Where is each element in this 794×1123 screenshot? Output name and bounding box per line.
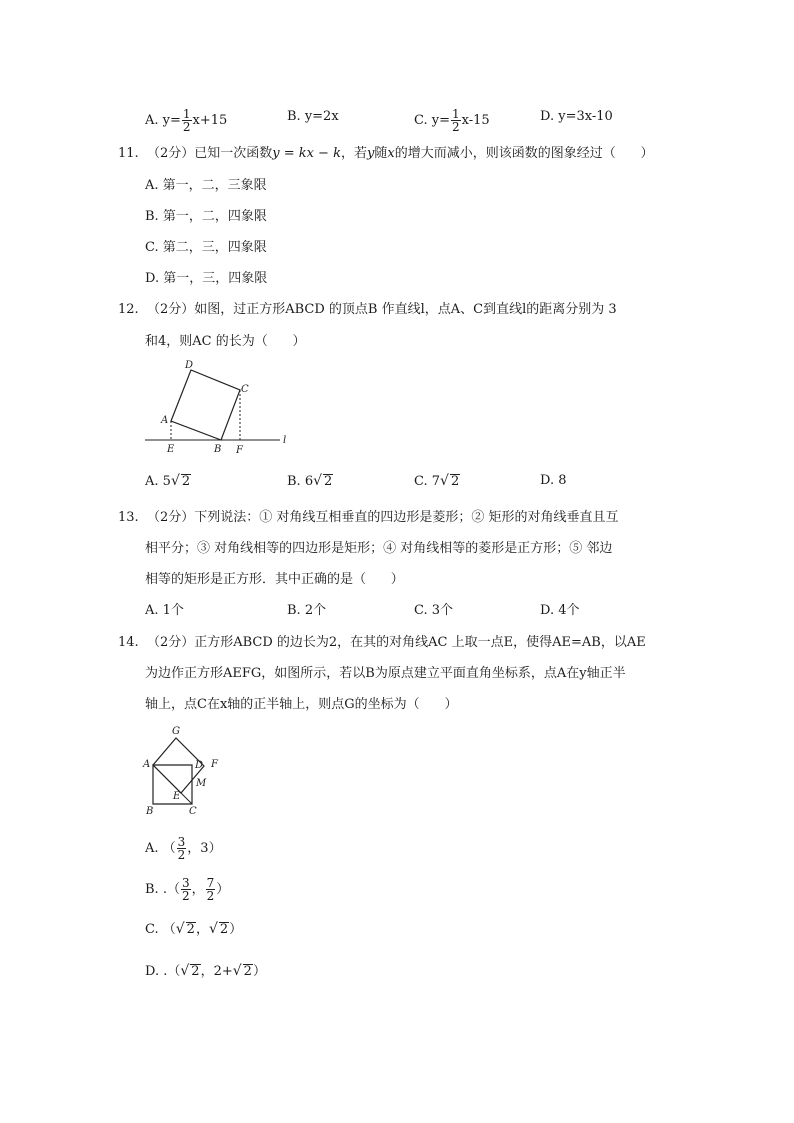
numerator: 1 [452, 107, 460, 121]
numerator: 7 [206, 876, 215, 890]
option-label: C. 7 [414, 474, 441, 489]
label-f: F [211, 759, 218, 770]
q12-option-a: A. 5√ 2 [145, 473, 191, 489]
q13-stem-line1: 13. （2分）下列说法：① 对角线互相垂直的四边形是菱形；② 矩形的对角线垂直且互 [118, 510, 619, 525]
numerator: 3 [181, 876, 190, 890]
label-m: M [196, 778, 207, 789]
option-label: C. （ [145, 922, 176, 937]
square-abcd [171, 370, 240, 440]
q13-option-d: D. 4个 [540, 603, 580, 618]
q11-option-b: B. 第一，二，四象限 [145, 209, 267, 224]
numerator: 3 [177, 835, 186, 849]
option-label: B. 6 [287, 474, 314, 489]
q14-option-c: C. （√ 2，√ 2） [145, 921, 243, 937]
option-tail: ，3） [187, 841, 222, 856]
fraction [181, 877, 191, 902]
q13-option-c: C. 3个 [414, 603, 454, 618]
variable-y: y [366, 146, 375, 161]
label-e: E [167, 444, 175, 455]
q12-option-d: D. 8 [540, 473, 567, 488]
option-label: B. .（ [145, 882, 180, 897]
option-label: C. y= [414, 113, 450, 128]
option-tail: ） [216, 882, 230, 897]
denominator: 2 [177, 848, 186, 862]
label-g: G [172, 726, 180, 737]
option-label: D. .（ [145, 964, 181, 979]
q10-option-b: B. y=2x [287, 109, 339, 124]
separator: ， [195, 922, 209, 937]
label-b: B [146, 806, 154, 817]
q11-option-d: D. 第一，三，四象限 [145, 271, 268, 286]
radicand: 2 [219, 922, 229, 937]
label-c: C [189, 806, 197, 817]
denominator: 2 [452, 120, 460, 134]
fraction [182, 108, 192, 133]
q11-stem [118, 145, 654, 163]
stem-text: ，若 [340, 146, 367, 161]
q14-figure [140, 722, 240, 822]
radicand: 2 [186, 922, 195, 937]
q13-stem-line2: 相平分；③ 对角线相等的四边形是矩形；④ 对角线相等的菱形是正方形；⑤ 邻边 [145, 541, 613, 556]
fraction [177, 836, 187, 861]
option-label: A. （ [145, 841, 176, 856]
q14-stem-line2: 为边作正方形AEFG，如图所示，若以B为原点建立平面直角坐标系，点A在y轴正半 [145, 666, 626, 681]
radicand: 2 [243, 964, 252, 979]
stem-text: 的增大而减小，则该函数的图象经过（ ） [394, 146, 654, 161]
q12-option-b: B. 6√ 2 [287, 473, 333, 489]
label-f: F [236, 445, 243, 456]
radicand: 2 [191, 964, 200, 979]
numerator: 1 [182, 107, 191, 121]
q14-option-d: D. .（√ 2，2+√ 2） [145, 963, 266, 979]
radicand: 2 [450, 474, 460, 489]
label-a: A [143, 759, 151, 770]
label-d: D [185, 360, 194, 371]
denominator: 2 [182, 120, 191, 134]
option-tail: ） [252, 964, 266, 979]
radicand: 2 [324, 474, 333, 489]
radicand: 2 [181, 474, 191, 489]
denominator: 2 [206, 889, 215, 903]
q13-option-a: A. 1个 [145, 603, 184, 618]
variable-x: x [387, 146, 395, 161]
q12-figure [140, 355, 300, 460]
q12-stem-line2: 和4，则AC 的长为（ ） [145, 334, 306, 349]
option-tail: x+15 [192, 113, 228, 128]
q13-option-b: B. 2个 [287, 603, 327, 618]
q12-stem-line1: 12. （2分）如图，过正方形ABCD 的顶点B 作直线l，点A、C到直线l的距离分别为 3 [118, 302, 617, 317]
q12-option-c: C. 7√ 2 [414, 473, 460, 489]
separator: ，2+ [200, 964, 233, 979]
q11-option-a: A. 第一，二，三象限 [145, 178, 267, 193]
q10-option-c [414, 108, 490, 133]
label-a: A [161, 415, 169, 426]
label-e: E [173, 791, 181, 802]
option-tail: ） [229, 922, 243, 937]
option-label: A. y= [145, 113, 181, 128]
q14-stem-line1: 14. （2分）正方形ABCD 的边长为2，在其的对角线AC 上取一点E，使得AE=AB，以AE [118, 635, 646, 650]
label-c: C [241, 384, 249, 395]
separator: ， [191, 882, 205, 897]
function-formula: y = kx − k [272, 146, 341, 161]
stem-text: 11. （2分）已知一次函数 [118, 146, 273, 161]
q13-stem-line3: 相等的矩形是正方形．其中正确的是（ ） [145, 572, 404, 587]
option-tail: x-15 [461, 113, 490, 128]
label-b: B [214, 444, 222, 455]
fraction [206, 877, 216, 902]
q14-option-b [145, 877, 229, 902]
label-l: l [283, 435, 287, 446]
q11-option-c: C. 第二，三，四象限 [145, 240, 267, 255]
stem-text: 随 [374, 146, 388, 161]
fraction [451, 108, 461, 133]
denominator: 2 [181, 889, 190, 903]
label-d: D [195, 760, 204, 771]
q14-option-a [145, 836, 222, 861]
option-label: A. 5 [145, 474, 171, 489]
q14-stem-line3: 轴上，点C在x轴的正半轴上，则点G的坐标为（ ） [145, 697, 458, 712]
q10-option-a [145, 108, 227, 133]
q10-option-d: D. y=3x-10 [540, 109, 613, 124]
